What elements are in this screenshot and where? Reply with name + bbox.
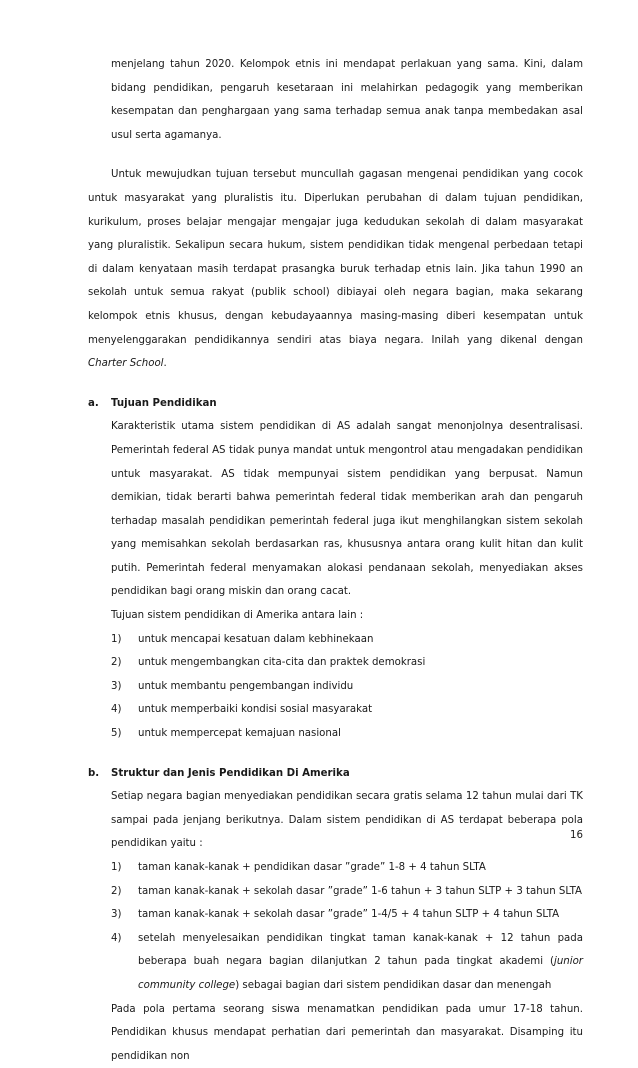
intro-continuation-paragraph: menjelang tahun 2020. Kelompok etnis ini mendapat perlakuan yang sama. Kini, dalam bidang pendidikan, pengaruh kesetaraan ini melahirkan pedagogik yang memberikan kesempatan dan penghargaan yang sama terhadap semua anak tanpa membedakan asal usul serta agamanya. (111, 59, 583, 141)
page-content (88, 53, 583, 1068)
list-item-text: untuk membantu pengembangan individu (138, 680, 354, 692)
list-item-number: 2) (111, 657, 122, 669)
section-a-title: Tujuan Pendidikan (111, 397, 217, 409)
list-item-number: 3) (111, 909, 122, 921)
section-b-title: Struktur dan Jenis Pendidikan Di Amerika (111, 767, 350, 779)
list-item-text: untuk mengembangkan cita-cita dan praktek demokrasi (138, 657, 426, 669)
list-item-number: 1) (111, 633, 122, 645)
section-b-body: Setiap negara bagian menyediakan pendidikan secara gratis selama 12 tahun mulai dari TK sampai pada jenjang berikutnya. Dalam sistem pendidikan di AS terdapat beberapa pola pendidikan yaitu : (111, 791, 583, 850)
list-item-number: 3) (111, 680, 122, 692)
section-a-heading (88, 392, 583, 416)
list-item-text (138, 927, 583, 998)
section-b-label: b. (88, 767, 100, 779)
list-item-text: taman kanak-kanak + sekolah dasar ”grade” 1-4/5 + 4 tahun SLTP + 4 tahun SLTA (138, 909, 560, 921)
list-item-text: taman kanak-kanak + pendidikan dasar ”grade” 1-8 + 4 tahun SLTA (138, 862, 486, 873)
list-item-number: 4) (111, 932, 122, 944)
section-a-label: a. (88, 397, 99, 409)
junior-community-college-term: junior community college (138, 956, 583, 991)
list-item-number: 5) (111, 728, 122, 740)
item4-text: setelah menyelesaikan pendidikan tingkat taman kanak-kanak + 12 tahun pada beberapa buah negara bagian dilanjutkan 2 tahun pada tingkat akademi ( (138, 932, 583, 968)
list-item (111, 722, 583, 746)
item4-end: ) sebagai bagian dari sistem pendidikan dasar dan menengah (235, 979, 552, 991)
list-item (111, 675, 583, 699)
list-item (111, 628, 583, 652)
paragraph2-text: Untuk mewujudkan tujuan tersebut muncullah gagasan mengenai pendidikan yang cocok untuk masyarakat yang pluralistis itu. Diperlukan perubahan di dalam tujuan pendidikan, kurikulum, proses belajar mengajar mengajar juga kedudukan sekolah di dalam masyarakat yang pluralistik. Sekalipun secara hukum, sistem pendidikan tidak mengenal perbedaan tetapi di dalam kenyataan masih terdapat prasangka buruk terhadap etnis lain. Jika tahun 1990 an sekolah untuk semua rakyat (publik school) dibiayai oleh negara bagian, maka sekarang kelompok etnis khusus, dengan kebudayaannya masing-masing diberi kesempatan untuk menyelenggarakan pendidikannya sendiri atas biaya negara. Inilah yang dikenal dengan (88, 169, 583, 346)
list-item (111, 927, 583, 998)
list-item-text: untuk mencapai kesatuan dalam kebhinekaan (138, 633, 374, 645)
list-item-number: 1) (111, 862, 122, 873)
section-a-list-intro: Tujuan sistem pendidikan di Amerika antara lain : (111, 610, 364, 622)
charter-school-term: Charter School (88, 358, 164, 370)
paragraph2-end: . (163, 358, 167, 370)
list-item-number: 2) (111, 885, 122, 897)
paragraph-charter-school (88, 163, 583, 375)
list-item-number: 4) (111, 704, 122, 716)
list-item-text: taman kanak-kanak + sekolah dasar ”grade” 1-6 tahun + 3 tahun SLTP + 3 tahun SLTA (138, 885, 583, 897)
section-b-closing: Pada pola pertama seorang siswa menamatkan pendidikan pada umur 17-18 tahun. Pendidikan khusus mendapat perhatian dari pemerintah dan masyarakat. Disamping itu pendidikan non (111, 1003, 583, 1062)
list-item (111, 903, 583, 927)
list-item-text: untuk memperbaiki kondisi sosial masyarakat (138, 704, 373, 716)
list-item (111, 880, 583, 904)
section-b-heading (88, 762, 583, 786)
list-item (111, 698, 583, 722)
section-a-body: Karakteristik utama sistem pendidikan di AS adalah sangat menonjolnya desentralisasi. Pemerintah federal AS tidak punya mandat untuk mengontrol atau mengadakan pendidikan untuk masyarakat. AS tidak mempunyai sistem pendidikan yang berpusat. Namun demikian, tidak berarti bahwa pemerintah federal tidak memberikan arah dan pengaruh terhadap masalah pendidikan pemerintah federal juga ikut menghilangkan sistem sekolah yang memisahkan sekolah berdasarkan ras, khususnya antara orang kulit hitan dan kulit putih. Pemerintah federal menyamakan alokasi pendanaan sekolah, menyediakan akses pendidikan bagi orang miskin dan orang cacat. (111, 421, 583, 598)
list-item (111, 856, 583, 880)
section-a-goal-list (88, 628, 583, 746)
list-item-text: untuk mempercepat kemajuan nasional (138, 728, 341, 740)
section-b-pattern-list (88, 856, 583, 998)
page-number: 16 (570, 830, 583, 841)
list-item (111, 651, 583, 675)
